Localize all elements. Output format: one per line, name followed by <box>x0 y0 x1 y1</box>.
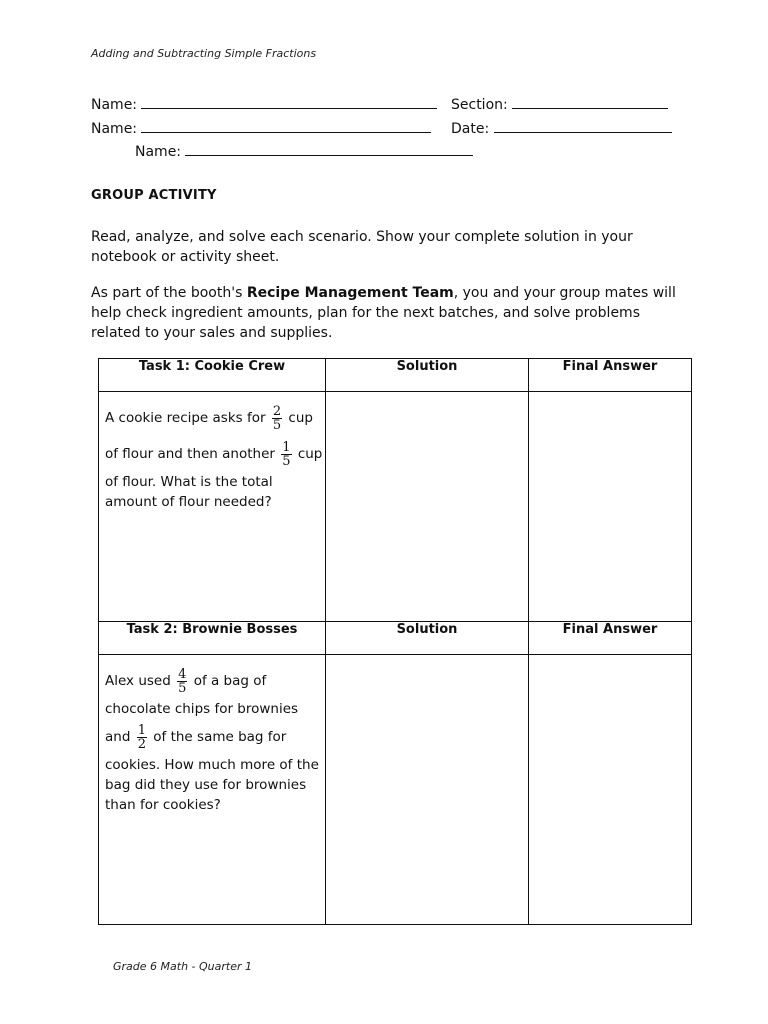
final-answer-header: Final Answer <box>529 359 692 392</box>
problem-text: and <box>105 729 131 745</box>
task-1-line-1 <box>105 400 319 436</box>
fraction-numerator: 2 <box>272 403 282 419</box>
problem-text: chocolate chips for brownies <box>105 701 299 717</box>
fraction <box>281 441 291 468</box>
name-label: Name: <box>135 144 182 160</box>
problem-text: A cookie recipe asks for <box>105 410 266 426</box>
section-line <box>451 96 668 113</box>
date-field[interactable] <box>494 120 672 133</box>
task-2-line-1 <box>105 663 319 699</box>
fraction <box>177 668 187 695</box>
date-label: Date: <box>451 121 490 137</box>
task-2-header-row <box>99 622 692 655</box>
name-line-2 <box>91 120 431 137</box>
name-line-1 <box>91 96 437 113</box>
task-2-problem <box>99 655 325 821</box>
fraction <box>137 724 147 751</box>
name-field-2[interactable] <box>141 120 431 133</box>
page-footer: Grade 6 Math - Quarter 1 <box>113 960 252 973</box>
problem-text: than for cookies? <box>105 797 221 813</box>
name-field-1[interactable] <box>141 96 437 109</box>
problem-text: amount of flour needed? <box>105 494 272 510</box>
task-1-solution-cell[interactable] <box>326 392 529 622</box>
fraction-numerator: 4 <box>178 666 187 682</box>
problem-text: Alex used <box>105 673 171 689</box>
problem-text: of flour. What is the total <box>105 474 273 490</box>
task-2-answer-cell[interactable] <box>529 655 692 925</box>
task-2-title: Task 2: Brownie Bosses <box>99 622 326 655</box>
task-1-problem-cell <box>99 392 326 622</box>
name-label: Name: <box>91 121 138 137</box>
fraction-denominator: 5 <box>282 453 291 469</box>
problem-text: cookies. How much more of the <box>105 757 319 773</box>
task-1-header-row <box>99 359 692 392</box>
task-2-problem-cell <box>99 655 326 925</box>
instructions-text: Read, analyze, and solve each scenario. Show your complete solution in your notebook or activity sheet. <box>91 229 633 265</box>
fraction-denominator: 5 <box>178 680 187 696</box>
fraction-denominator: 5 <box>272 417 282 433</box>
problem-text: cup <box>297 446 323 462</box>
fraction-denominator: 2 <box>137 736 146 752</box>
activity-title: GROUP ACTIVITY <box>91 188 217 203</box>
section-label: Section: <box>451 97 508 113</box>
fraction <box>272 405 282 432</box>
task-table <box>98 358 692 925</box>
intro-text-start: As part of the booth's <box>91 285 247 301</box>
problem-text: bag did they use for brownies <box>105 777 307 793</box>
solution-header: Solution <box>326 622 529 655</box>
task-1-row <box>99 392 692 622</box>
page-header-title: Adding and Subtracting Simple Fractions <box>91 47 317 60</box>
task-1-title: Task 1: Cookie Crew <box>99 359 326 392</box>
date-line <box>451 120 672 137</box>
solution-header: Solution <box>326 359 529 392</box>
task-2-line-3 <box>105 719 319 755</box>
task-1-answer-cell[interactable] <box>529 392 692 622</box>
task-1-problem <box>99 392 325 518</box>
problem-text: of a bag of <box>193 673 267 689</box>
intro-paragraph <box>91 283 691 343</box>
final-answer-header: Final Answer <box>529 622 692 655</box>
section-field[interactable] <box>512 96 668 109</box>
intro-text-end: , you and your group mates will help check ingredient amounts, plan for the next batches, and solve problems related to your sales and supplies. <box>91 285 676 341</box>
problem-text: of the same bag for <box>153 729 287 745</box>
fraction-numerator: 1 <box>137 722 146 738</box>
fraction-numerator: 1 <box>282 439 291 455</box>
name-field-3[interactable] <box>185 143 473 156</box>
task-2-row <box>99 655 692 925</box>
problem-text: cup <box>288 410 313 426</box>
task-2-solution-cell[interactable] <box>326 655 529 925</box>
name-line-3 <box>135 143 473 160</box>
intro-team-name: Recipe Management Team <box>246 285 454 301</box>
problem-text: of flour and then another <box>105 446 275 462</box>
task-1-line-2 <box>105 436 323 472</box>
name-label: Name: <box>91 97 138 113</box>
